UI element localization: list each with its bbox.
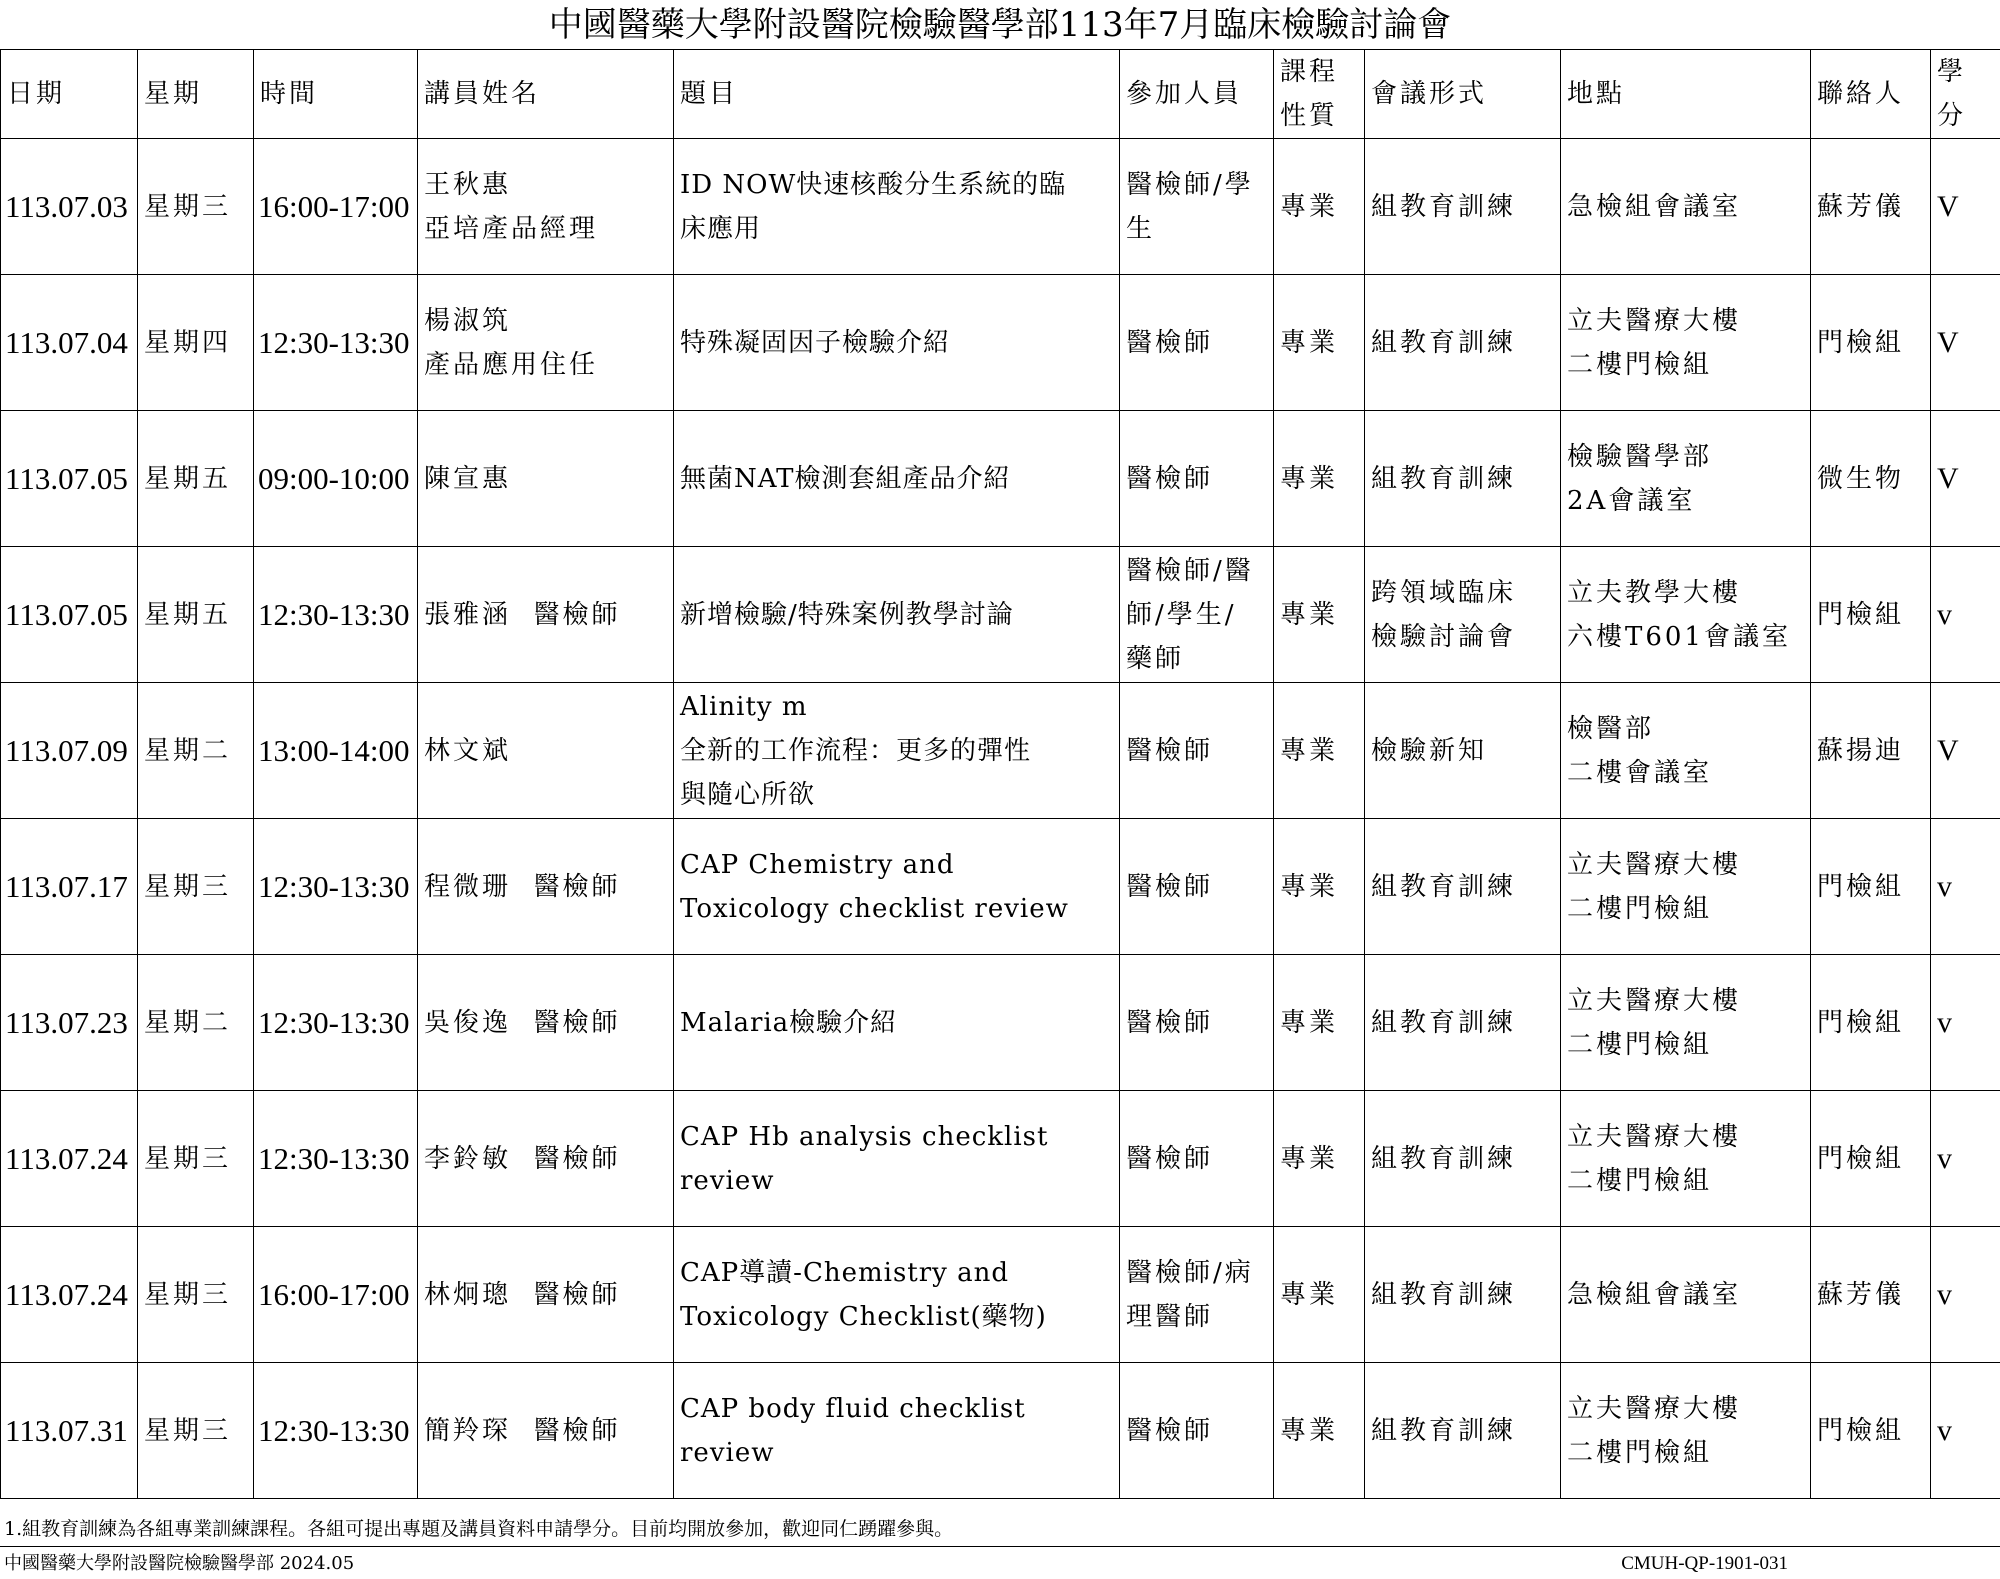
location-cell-line: 二樓會議室	[1567, 757, 1713, 788]
location-cell-line: 二樓門檢組	[1567, 1165, 1713, 1196]
topic-cell	[674, 547, 1120, 683]
credit-cell: v	[1931, 547, 2000, 683]
header-format: 會議形式	[1365, 50, 1561, 139]
speaker-cell-line: 張雅涵 醫檢師	[424, 599, 621, 630]
format-cell-line: 組教育訓練	[1371, 191, 1517, 222]
table-row	[1, 819, 2000, 955]
participants-cell	[1120, 139, 1274, 275]
participants-cell	[1120, 1091, 1274, 1227]
header-speaker: 講員姓名	[418, 50, 674, 139]
course-type-cell: 專業	[1274, 955, 1365, 1091]
contact-cell: 蘇芳儀	[1811, 139, 1931, 275]
credit-cell: V	[1931, 275, 2000, 411]
participants-cell-line: 藥師	[1126, 643, 1185, 674]
weekday-cell: 星期三	[138, 819, 254, 955]
participants-cell-line: 醫檢師	[1126, 735, 1214, 766]
speaker-cell	[418, 1091, 674, 1227]
course-type-cell: 專業	[1274, 275, 1365, 411]
format-cell	[1365, 411, 1561, 547]
participants-cell	[1120, 547, 1274, 683]
participants-cell	[1120, 1363, 1274, 1499]
location-cell-line: 急檢組會議室	[1567, 191, 1742, 222]
footer-department: 中國醫藥大學附設醫院檢驗醫學部 2024.05	[4, 1553, 355, 1574]
speaker-cell	[418, 547, 674, 683]
date-cell: 113.07.23	[1, 955, 138, 1091]
participants-cell	[1120, 955, 1274, 1091]
topic-cell	[674, 1091, 1120, 1227]
date-cell: 113.07.31	[1, 1363, 138, 1499]
participants-cell-line: 醫檢師	[1126, 871, 1214, 902]
credit-cell: v	[1931, 955, 2000, 1091]
location-cell-line: 急檢組會議室	[1567, 1279, 1742, 1310]
format-cell-line: 跨領域臨床	[1371, 577, 1517, 608]
location-cell	[1561, 683, 1811, 819]
weekday-cell: 星期三	[138, 139, 254, 275]
location-cell-line: 2A會議室	[1567, 485, 1696, 516]
table-row	[1, 275, 2000, 411]
time-cell: 12:30-13:30	[254, 819, 418, 955]
location-cell-line: 檢醫部	[1567, 713, 1655, 744]
course-type-cell: 專業	[1274, 683, 1365, 819]
participants-cell-line: 醫檢師/醫	[1126, 555, 1254, 586]
contact-cell: 門檢組	[1811, 1091, 1931, 1227]
date-cell: 113.07.24	[1, 1091, 138, 1227]
format-cell	[1365, 819, 1561, 955]
topic-cell-line: 全新的工作流程：更多的彈性	[680, 735, 1032, 766]
credit-cell: V	[1931, 411, 2000, 547]
format-cell	[1365, 139, 1561, 275]
credit-cell: v	[1931, 1091, 2000, 1227]
format-cell	[1365, 1091, 1561, 1227]
speaker-cell-line: 林炯璁 醫檢師	[424, 1279, 621, 1310]
location-cell-line: 立夫醫療大樓	[1567, 1393, 1742, 1424]
course-type-cell: 專業	[1274, 1091, 1365, 1227]
page-title: 中國醫藥大學附設醫院檢驗醫學部113年7月臨床檢驗討論會	[548, 5, 1452, 45]
table-row	[1, 139, 2000, 275]
course-type-cell: 專業	[1274, 411, 1365, 547]
participants-cell	[1120, 819, 1274, 955]
topic-cell	[674, 275, 1120, 411]
header-topic: 題目	[674, 50, 1120, 139]
topic-cell	[674, 411, 1120, 547]
date-cell: 113.07.05	[1, 547, 138, 683]
weekday-cell: 星期三	[138, 1363, 254, 1499]
speaker-cell-line: 簡羚琛 醫檢師	[424, 1415, 621, 1446]
time-cell: 12:30-13:30	[254, 1363, 418, 1499]
date-cell: 113.07.03	[1, 139, 138, 275]
topic-cell	[674, 139, 1120, 275]
header-course-type	[1274, 50, 1365, 139]
course-type-cell: 專業	[1274, 547, 1365, 683]
contact-cell: 門檢組	[1811, 955, 1931, 1091]
speaker-cell-line: 王秋惠	[424, 169, 512, 200]
time-cell: 12:30-13:30	[254, 275, 418, 411]
contact-cell: 微生物	[1811, 411, 1931, 547]
topic-cell	[674, 1227, 1120, 1363]
header-row	[1, 50, 2000, 139]
weekday-cell: 星期四	[138, 275, 254, 411]
format-cell	[1365, 275, 1561, 411]
format-cell-line: 組教育訓練	[1371, 1143, 1517, 1174]
date-cell: 113.07.04	[1, 275, 138, 411]
weekday-cell: 星期五	[138, 411, 254, 547]
location-cell	[1561, 139, 1811, 275]
date-cell: 113.07.05	[1, 411, 138, 547]
location-cell-line: 立夫醫療大樓	[1567, 305, 1742, 336]
location-cell-line: 立夫醫療大樓	[1567, 849, 1742, 880]
header-weekday: 星期	[138, 50, 254, 139]
topic-cell-line: CAP Chemistry and	[680, 849, 955, 880]
format-cell-line: 組教育訓練	[1371, 463, 1517, 494]
participants-cell-line: 醫檢師/病	[1126, 1257, 1254, 1288]
participants-cell-line: 醫檢師	[1126, 1143, 1214, 1174]
location-cell	[1561, 1227, 1811, 1363]
weekday-cell: 星期二	[138, 683, 254, 819]
location-cell	[1561, 819, 1811, 955]
participants-cell	[1120, 275, 1274, 411]
date-cell: 113.07.24	[1, 1227, 138, 1363]
header-location: 地點	[1561, 50, 1811, 139]
credit-cell: v	[1931, 1227, 2000, 1363]
location-cell	[1561, 955, 1811, 1091]
contact-cell: 蘇芳儀	[1811, 1227, 1931, 1363]
footer-divider	[0, 1546, 2000, 1547]
table-row	[1, 955, 2000, 1091]
course-type-cell: 專業	[1274, 139, 1365, 275]
time-cell: 13:00-14:00	[254, 683, 418, 819]
speaker-cell-line: 亞培產品經理	[424, 213, 599, 244]
table-row	[1, 1091, 2000, 1227]
format-cell	[1365, 547, 1561, 683]
contact-cell: 門檢組	[1811, 275, 1931, 411]
table-row	[1, 683, 2000, 819]
topic-cell	[674, 683, 1120, 819]
header-course-type-line1: 課程	[1280, 57, 1339, 87]
topic-cell-line: Alinity m	[680, 691, 808, 722]
date-cell: 113.07.17	[1, 819, 138, 955]
schedule-body	[1, 139, 2000, 1499]
topic-cell-line: ID NOW快速核酸分生系統的臨	[680, 169, 1067, 200]
schedule-table	[0, 49, 2000, 1499]
header-course-type-line2: 性質	[1280, 101, 1339, 131]
topic-cell	[674, 819, 1120, 955]
location-cell	[1561, 411, 1811, 547]
credit-cell: V	[1931, 683, 2000, 819]
topic-cell-line: 特殊凝固因子檢驗介紹	[680, 327, 951, 358]
topic-cell-line: Toxicology checklist review	[680, 893, 1069, 924]
contact-cell: 門檢組	[1811, 819, 1931, 955]
speaker-cell	[418, 955, 674, 1091]
speaker-cell	[418, 275, 674, 411]
table-row	[1, 1363, 2000, 1499]
topic-cell-line: Malaria檢驗介紹	[680, 1007, 898, 1038]
topic-cell-line: review	[680, 1437, 775, 1468]
speaker-cell-line: 林文斌	[424, 735, 512, 766]
header-participants: 參加人員	[1120, 50, 1274, 139]
header-contact: 聯絡人	[1811, 50, 1931, 139]
participants-cell	[1120, 683, 1274, 819]
weekday-cell: 星期五	[138, 547, 254, 683]
time-cell: 12:30-13:30	[254, 955, 418, 1091]
speaker-cell	[418, 411, 674, 547]
header-time: 時間	[254, 50, 418, 139]
time-cell: 09:00-10:00	[254, 411, 418, 547]
topic-cell-line: 無菌NAT檢測套組產品介紹	[680, 463, 1011, 494]
participants-cell-line: 醫檢師	[1126, 1007, 1214, 1038]
topic-cell-line: review	[680, 1165, 775, 1196]
format-cell	[1365, 683, 1561, 819]
contact-cell: 門檢組	[1811, 1363, 1931, 1499]
speaker-cell	[418, 1227, 674, 1363]
format-cell	[1365, 1363, 1561, 1499]
topic-cell-line: CAP body fluid checklist	[680, 1393, 1026, 1424]
table-row	[1, 1227, 2000, 1363]
participants-cell-line: 理醫師	[1126, 1301, 1214, 1332]
participants-cell-line: 生	[1126, 213, 1156, 244]
participants-cell-line: 醫檢師	[1126, 1415, 1214, 1446]
credit-cell: v	[1931, 1363, 2000, 1499]
format-cell-line: 檢驗討論會	[1371, 621, 1517, 652]
format-cell-line: 組教育訓練	[1371, 327, 1517, 358]
header-date: 日期	[1, 50, 138, 139]
participants-cell-line: 師/學生/	[1126, 599, 1237, 630]
topic-cell-line: Toxicology Checklist(藥物)	[680, 1301, 1047, 1332]
format-cell-line: 組教育訓練	[1371, 1007, 1517, 1038]
weekday-cell: 星期三	[138, 1227, 254, 1363]
participants-cell-line: 醫檢師/學	[1126, 169, 1254, 200]
format-cell-line: 組教育訓練	[1371, 1279, 1517, 1310]
course-type-cell: 專業	[1274, 1227, 1365, 1363]
speaker-cell-line: 楊淑筑	[424, 305, 512, 336]
contact-cell: 門檢組	[1811, 547, 1931, 683]
location-cell	[1561, 275, 1811, 411]
weekday-cell: 星期三	[138, 1091, 254, 1227]
time-cell: 12:30-13:30	[254, 547, 418, 683]
speaker-cell-line: 吳俊逸 醫檢師	[424, 1007, 621, 1038]
credit-cell: v	[1931, 819, 2000, 955]
speaker-cell	[418, 139, 674, 275]
speaker-cell-line: 李鈴敏 醫檢師	[424, 1143, 621, 1174]
speaker-cell-line: 陳宣惠	[424, 463, 512, 494]
location-cell-line: 立夫醫療大樓	[1567, 1121, 1742, 1152]
time-cell: 12:30-13:30	[254, 1091, 418, 1227]
location-cell	[1561, 547, 1811, 683]
topic-cell-line: CAP Hb analysis checklist	[680, 1121, 1049, 1152]
location-cell-line: 二樓門檢組	[1567, 893, 1713, 924]
participants-cell	[1120, 411, 1274, 547]
credit-cell: V	[1931, 139, 2000, 275]
participants-cell	[1120, 1227, 1274, 1363]
location-cell-line: 檢驗醫學部	[1567, 441, 1713, 472]
header-credit: 學分	[1931, 50, 2000, 139]
course-type-cell: 專業	[1274, 1363, 1365, 1499]
format-cell-line: 組教育訓練	[1371, 871, 1517, 902]
location-cell-line: 二樓門檢組	[1567, 1029, 1713, 1060]
topic-cell-line: 與隨心所欲	[680, 779, 816, 810]
location-cell-line: 六樓T601會議室	[1567, 621, 1791, 652]
footer-document-code: CMUH-QP-1901-031	[1621, 1553, 1788, 1574]
location-cell-line: 立夫醫療大樓	[1567, 985, 1742, 1016]
topic-cell	[674, 955, 1120, 1091]
topic-cell	[674, 1363, 1120, 1499]
speaker-cell	[418, 1363, 674, 1499]
location-cell	[1561, 1091, 1811, 1227]
speaker-cell-line: 程微珊 醫檢師	[424, 871, 621, 902]
contact-cell: 蘇揚迪	[1811, 683, 1931, 819]
table-row	[1, 411, 2000, 547]
date-cell: 113.07.09	[1, 683, 138, 819]
location-cell-line: 立夫教學大樓	[1567, 577, 1742, 608]
weekday-cell: 星期二	[138, 955, 254, 1091]
location-cell-line: 二樓門檢組	[1567, 1437, 1713, 1468]
format-cell	[1365, 955, 1561, 1091]
topic-cell-line: 新增檢驗/特殊案例教學討論	[680, 599, 1014, 630]
location-cell-line: 二樓門檢組	[1567, 349, 1713, 380]
speaker-cell	[418, 819, 674, 955]
footnote: 1.組教育訓練為各組專業訓練課程。各組可提出專題及講員資料申請學分。目前均開放參加，歡迎同仁踴躍參與。	[4, 1518, 954, 1540]
course-type-cell: 專業	[1274, 819, 1365, 955]
topic-cell-line: 床應用	[680, 213, 762, 244]
time-cell: 16:00-17:00	[254, 1227, 418, 1363]
table-row	[1, 547, 2000, 683]
time-cell: 16:00-17:00	[254, 139, 418, 275]
location-cell	[1561, 1363, 1811, 1499]
topic-cell-line: CAP導讀-Chemistry and	[680, 1257, 1010, 1288]
speaker-cell-line: 產品應用住任	[424, 349, 599, 380]
participants-cell-line: 醫檢師	[1126, 463, 1214, 494]
format-cell	[1365, 1227, 1561, 1363]
speaker-cell	[418, 683, 674, 819]
participants-cell-line: 醫檢師	[1126, 327, 1214, 358]
format-cell-line: 檢驗新知	[1371, 735, 1488, 766]
format-cell-line: 組教育訓練	[1371, 1415, 1517, 1446]
